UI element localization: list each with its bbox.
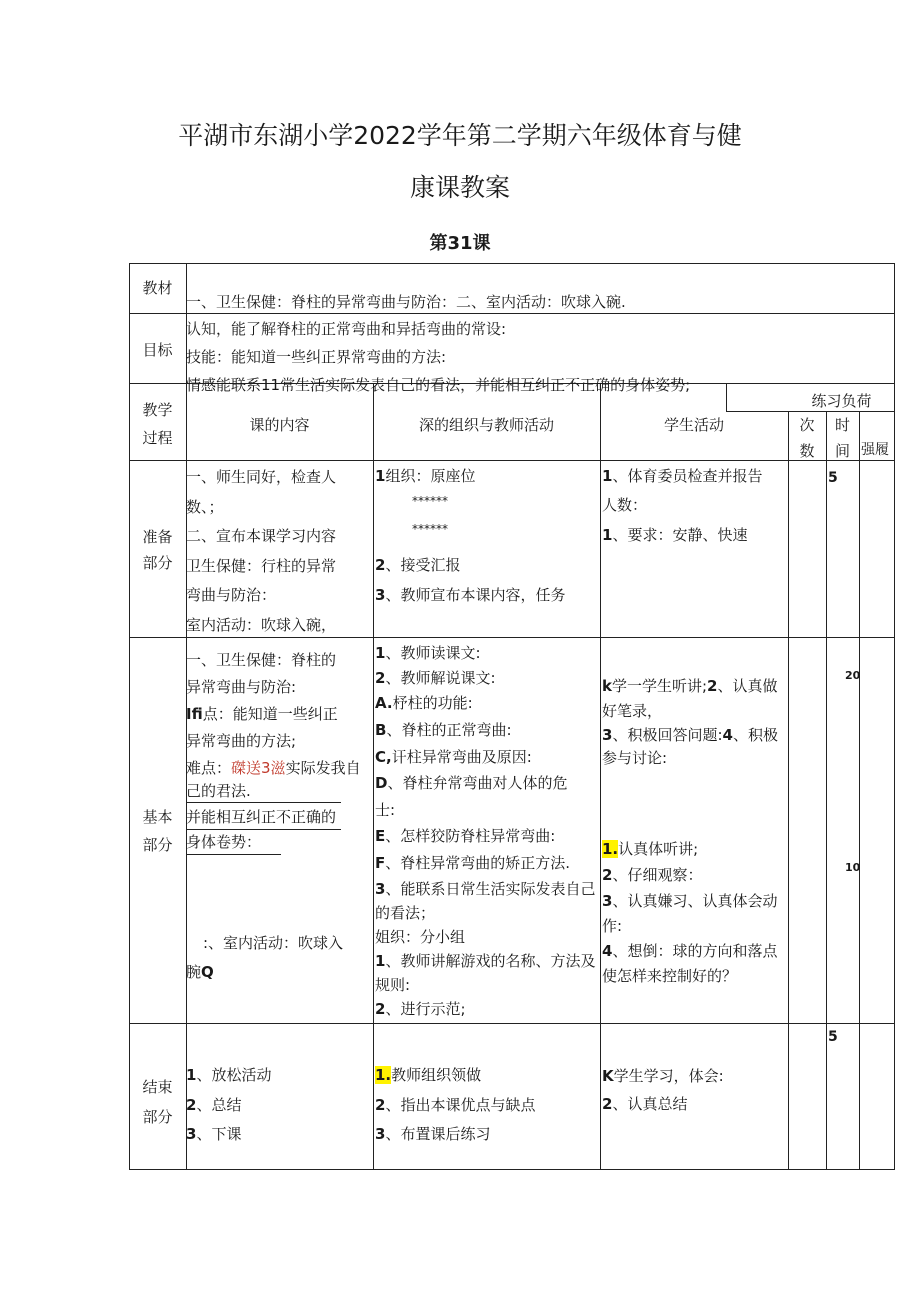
end-student-num: 2 [602, 1095, 613, 1113]
basic-student-num: 4 [722, 726, 733, 744]
end-label-line2: 部分 [142, 1108, 173, 1126]
basic-teacher-text: 杼柱的功能: [392, 694, 473, 712]
end-teacher-num: 3 [375, 1125, 386, 1143]
document-title-line-2: 康课教案 [409, 173, 510, 202]
end-student-num: K [602, 1067, 614, 1085]
basic-keypoint-text: 点：能知道一些纠正 [202, 705, 338, 723]
basic-student-num: 2 [707, 677, 718, 695]
basic-teacher-line5 [375, 745, 532, 770]
prep-content-line: 一、师生同好，检查人 [186, 468, 337, 486]
basic-teacher-line13 [375, 949, 595, 974]
basic-teacher-num: F [375, 854, 386, 872]
lesson-plan-table [129, 263, 895, 1170]
basic-teacher-text: 、进行示范; [385, 1000, 466, 1018]
prep-content-line: 数、； [186, 497, 224, 516]
basic-teacher-num: E [375, 827, 386, 845]
basic-content-line10 [186, 960, 214, 985]
basic-student-line6 [602, 863, 702, 888]
prep-student-line1 [602, 464, 762, 489]
basic-teacher-line2 [375, 666, 496, 691]
basic-teacher-num: 3 [375, 880, 386, 898]
basic-teacher-num: 1 [375, 952, 386, 970]
prep-label-line1: 准备 [142, 528, 173, 546]
basic-teacher-text: 、教师解说课文: [385, 669, 496, 687]
col-divider-count [826, 411, 827, 1170]
basic-teacher-line12: 姐织：分小组 [375, 928, 466, 946]
header-count-line1: 次 [799, 416, 815, 434]
end-content-text: 、放松活动 [196, 1066, 272, 1084]
header-intensity: 强履 [861, 442, 889, 458]
table-border-top [129, 263, 895, 264]
table-border-bottom [129, 1169, 895, 1170]
basic-teacher-num: B [375, 721, 387, 739]
header-load: 练习负荷 [811, 392, 872, 410]
basic-student-text: 学一学生听讲; [611, 677, 708, 695]
basic-student-num: k [602, 677, 612, 695]
header-time-line2: 间 [834, 442, 850, 460]
basic-keypoint-marker: Ifi [186, 705, 203, 723]
basic-difficulty-prefix: 难点： [186, 759, 232, 777]
basic-teacher-num: 2 [375, 669, 386, 687]
basic-teacher-num: C, [375, 748, 392, 766]
prep-content-line: 室内活动：吹球入碗， [186, 615, 337, 634]
prep-teacher-text3: 、教师宣布本课内容，任务 [385, 586, 566, 604]
basic-content-line9: :、室内活动：吹球入 [203, 934, 344, 952]
end-student-line1 [602, 1064, 724, 1089]
col-divider-time [859, 411, 860, 1170]
header-content: 课的内容 [249, 416, 310, 434]
basic-student-num: 4 [602, 942, 613, 960]
goal-line: 情感能联系11常生活实际发表自己的看法，并能相互纠正不正确的身体姿势; [186, 376, 691, 394]
basic-student-num-highlight: 1. [602, 840, 619, 858]
basic-content-line5 [186, 756, 361, 781]
goal-line: 技能：能知道一些纠正界常弯曲的方法: [186, 348, 447, 366]
end-teacher-num-highlight: 1. [375, 1066, 392, 1084]
basic-teacher-line10 [375, 877, 595, 902]
basic-student-line9 [602, 939, 777, 964]
prep-student-line3 [602, 523, 747, 548]
basic-label-line1: 基本 [142, 808, 173, 826]
basic-student-text: 认真体听讲; [618, 840, 699, 858]
basic-teacher-line15 [375, 997, 466, 1022]
row-divider-header [129, 460, 895, 461]
col-divider-teacher [600, 383, 601, 1170]
prep-teacher-num3: 3 [375, 586, 386, 604]
end-label-line1: 结束 [142, 1078, 173, 1096]
prep-student-num1: 1 [602, 467, 613, 485]
basic-content-line6: 己的君法. [186, 782, 251, 800]
basic-label-line2: 部分 [142, 836, 173, 854]
prep-content-line: 二、宣布本课学习内容 [186, 527, 337, 545]
col-divider-student [788, 411, 789, 1170]
basic-time-1: 20 [845, 669, 861, 682]
end-content-line3 [186, 1122, 241, 1147]
end-student-line2 [602, 1092, 687, 1117]
header-process-line1: 教学 [142, 401, 173, 419]
basic-student-text: 、积极回答问题: [612, 726, 723, 744]
end-content-line1 [186, 1063, 271, 1088]
prep-teacher-line1 [375, 464, 475, 489]
prep-teacher-line2 [375, 553, 460, 578]
basic-underline-1 [186, 802, 341, 803]
goal-label: 目标 [142, 341, 173, 359]
prep-label-line2: 部分 [142, 554, 173, 572]
prep-teacher-text1: 组织：原座位 [385, 467, 476, 485]
basic-content-line8: 身体卷势： [186, 833, 262, 851]
end-content-num: 1 [186, 1066, 197, 1084]
end-teacher-text: 教师组织领做 [391, 1066, 482, 1084]
basic-student-text: 、积极 [732, 726, 778, 744]
basic-teacher-line1 [375, 641, 481, 666]
prep-content-line: 弯曲与防治： [186, 586, 277, 604]
material-label: 教材 [142, 279, 173, 297]
basic-teacher-num: A. [375, 694, 393, 712]
basic-student-text: 、认真做 [717, 677, 778, 695]
basic-teacher-text: 、能联系日常生活实际发表自己 [385, 880, 596, 898]
end-student-text: 、认真总结 [612, 1095, 688, 1113]
end-content-text: 、下课 [196, 1125, 242, 1143]
basic-student-line1 [602, 674, 778, 699]
header-process-line2: 过程 [142, 429, 173, 447]
basic-teacher-text: 、脊柱的正常弯曲: [386, 721, 512, 739]
basic-student-num: 3 [602, 726, 613, 744]
prep-content [186, 463, 336, 640]
prep-time: 5 [828, 470, 838, 486]
end-student-text: 学生学习，体会: [613, 1067, 724, 1085]
end-teacher-line1 [375, 1063, 481, 1088]
basic-teacher-text: 讦柱异常弯曲及原因: [391, 748, 532, 766]
basic-student-line3 [602, 723, 778, 748]
goal-line: 认知，能了解脊柱的正常弯曲和异括弯曲的常设: [186, 320, 507, 338]
basic-student-text: 、仔细观察： [612, 866, 703, 884]
basic-content-line4: 异常弯曲的方法; [186, 732, 297, 750]
basic-student-line7 [602, 889, 777, 914]
basic-teacher-line8 [375, 824, 555, 849]
lesson-number: 第31课 [429, 233, 491, 254]
basic-teacher-text: 、教师讲解游戏的名称、方法及 [385, 952, 596, 970]
basic-student-text: 、认真嫌习、认真体会动 [612, 892, 778, 910]
basic-student-line2: 好笔录， [602, 702, 663, 720]
basic-activity-text: 腕 [186, 963, 202, 981]
row-divider-basic [129, 1023, 895, 1024]
prep-content-line: 卫生保健：行柱的异常 [186, 556, 337, 575]
header-time-line1: 时 [834, 416, 850, 434]
basic-student-line5 [602, 837, 698, 862]
basic-teacher-text: 、怎样狡防脊柱异常弯曲: [385, 827, 556, 845]
end-content-text: 、总结 [196, 1096, 242, 1114]
basic-teacher-text: 、脊柱异常弯曲的矫正方法. [385, 854, 571, 872]
basic-content-line1: 一、卫生保健：脊柱的 [186, 651, 337, 669]
header-count-line2: 数 [799, 442, 815, 460]
header-student: 学生活动 [663, 416, 724, 434]
prep-formation-stars-2: ****** [412, 522, 448, 536]
end-content-num: 3 [186, 1125, 197, 1143]
basic-student-text: 、想倒：球的方向和落点 [612, 942, 778, 960]
end-content-num: 2 [186, 1096, 197, 1114]
prep-student-num3: 1 [602, 526, 613, 544]
end-time: 5 [828, 1029, 838, 1045]
basic-teacher-line7: 士: [375, 801, 396, 819]
basic-teacher-line6 [375, 771, 567, 796]
basic-teacher-line4 [375, 718, 512, 743]
prep-student-line2: 人数： [602, 496, 648, 514]
prep-student-text1: 、体育委员检查并报告 [612, 467, 763, 485]
basic-activity-marker: Q [201, 963, 214, 981]
prep-formation-stars-1: ****** [412, 494, 448, 508]
basic-teacher-text: 、脊柱弁常弯曲对人体的危 [387, 774, 568, 792]
basic-teacher-num: 1 [375, 644, 386, 662]
end-teacher-text: 、布置课后练习 [385, 1125, 491, 1143]
basic-underline-3 [186, 854, 281, 855]
prep-teacher-num1: 1 [375, 467, 386, 485]
basic-teacher-line3 [375, 691, 473, 716]
end-content-line2 [186, 1093, 241, 1118]
basic-teacher-num: 2 [375, 1000, 386, 1018]
basic-teacher-line11: 的看法； [375, 904, 436, 922]
end-teacher-num: 2 [375, 1096, 386, 1114]
prep-teacher-text2: 、接受汇报 [385, 556, 461, 574]
basic-content-line7: 并能相互纠正不正确的 [186, 808, 337, 826]
col-divider-content [373, 383, 374, 1170]
basic-student-line8: 作: [602, 917, 623, 935]
basic-student-line4: 参与讨论: [602, 749, 668, 767]
basic-time-2: 10 [845, 861, 861, 874]
basic-teacher-line14: 规则: [375, 976, 411, 994]
material-content: 一、卫生保健：脊柱的异常弯曲与防治：二、室内活动：吹球入碗. [186, 293, 626, 311]
prep-teacher-line3 [375, 583, 565, 608]
basic-difficulty-red: 磔送3滋 [231, 759, 286, 777]
prep-student-text3: 、要求：安静、快速 [612, 526, 748, 544]
basic-student-num: 2 [602, 866, 613, 884]
prep-teacher-num2: 2 [375, 556, 386, 574]
basic-content-line2: 异常弯曲与防治: [186, 678, 297, 696]
basic-student-line10: 使怎样来控制好的？ [602, 967, 738, 985]
document-title-line-1: 平湖市东湖小学2022学年第二学期六年级体育与健 [178, 121, 742, 150]
basic-student-num: 3 [602, 892, 613, 910]
end-teacher-line3 [375, 1122, 490, 1147]
basic-teacher-num: D [375, 774, 388, 792]
end-teacher-text: 、指出本课优点与缺点 [385, 1096, 536, 1114]
end-teacher-line2 [375, 1093, 535, 1118]
basic-teacher-text: 、教师读课文: [385, 644, 481, 662]
basic-difficulty-text: 实际发我自 [285, 759, 361, 777]
goal-content [186, 315, 886, 394]
header-teacher: 深的组织与教师活动 [418, 416, 554, 434]
basic-teacher-line9 [375, 851, 570, 876]
basic-content-line3 [186, 702, 338, 727]
